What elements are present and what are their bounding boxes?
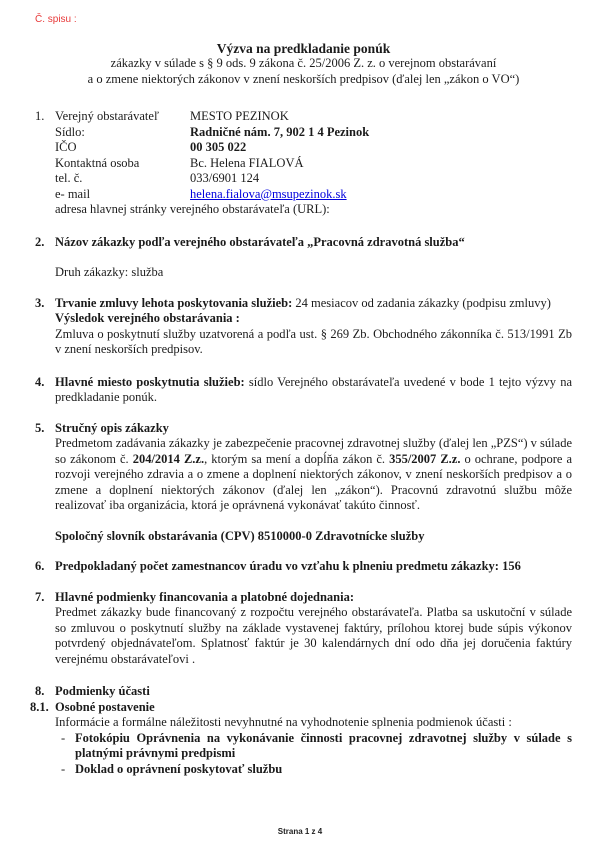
authority-name-row xyxy=(55,109,572,125)
condition-text: Fotokópiu Oprávnenia na vykonávanie činnosti pracovnej zdravotnej služby v súlade s platnými právnymi predpismi xyxy=(75,730,572,760)
authority-phone-label: tel. č. xyxy=(55,171,83,185)
authority-address-row xyxy=(55,125,572,141)
condition-text: Doklad o oprávnení poskytovať službu xyxy=(75,761,283,776)
document-title: Výzva na predkladanie ponúk xyxy=(216,40,391,56)
section-number: 4. xyxy=(35,374,45,389)
email-link[interactable]: helena.fialova@msupezinok.sk xyxy=(190,186,347,201)
section-number: 6. xyxy=(35,559,45,573)
personal-status-heading: Osobné postavenie xyxy=(55,699,155,714)
duration-heading: Trvanie zmluvy lehota poskytovania služieb: 24 mesiacov od zadania zákazky (podpisu zmluvy) xyxy=(55,295,551,310)
section-main-place xyxy=(35,375,572,406)
document-subtitle-line1: zákazky v súlade s § 9 ods. 9 zákona č. 25/2006 Z. z. o verejnom obstarávaní xyxy=(110,56,497,70)
subsection-number: 8.1. xyxy=(30,699,49,714)
authority-ico-label: IČO xyxy=(55,140,77,154)
description-heading: Stručný opis zákazky xyxy=(55,420,169,435)
personal-status-intro: Informácie a formálne náležitosti nevyhnutné na vyhodnotenie splnenia podmienok účasti : xyxy=(55,715,512,729)
authority-contact-label: Kontaktná osoba xyxy=(55,155,140,170)
authority-phone-row xyxy=(55,171,572,187)
condition-bullet xyxy=(55,762,572,778)
contract-type-line: Druh zákazky: služba xyxy=(55,265,164,279)
main-place-text: Hlavné miesto poskytnutia služieb: sídlo Verejného obstarávateľa uvedené v bode 1 tejto výzvy na predkladanie ponúk. xyxy=(55,374,572,404)
subsection-personal-status xyxy=(30,699,572,778)
authority-ico-row xyxy=(55,140,572,156)
contract-name-heading: Názov zákazky podľa verejného obstarávateľa „Pracovná zdravotná služba“ xyxy=(55,234,465,249)
authority-email-row xyxy=(55,187,572,203)
section-number: 3. xyxy=(35,295,45,310)
authority-phone-value: 033/6901 124 xyxy=(190,171,260,185)
bullet-dash: - xyxy=(61,730,66,745)
authority-name-value: MESTO PEZINOK xyxy=(190,109,289,123)
section-contracting-authority xyxy=(35,109,572,218)
section-number: 8. xyxy=(35,684,45,698)
authority-contact-value: Bc. Helena FIALOVÁ xyxy=(190,155,304,170)
cpv-line: Spoločný slovník obstarávania (CPV) 8510000-0 Zdravotnícke služby xyxy=(55,528,425,543)
section-brief-description xyxy=(35,421,572,545)
authority-contact-row xyxy=(55,156,572,172)
result-label: Výsledok verejného obstarávania : xyxy=(55,311,240,325)
condition-bullet xyxy=(55,731,572,762)
authority-name-label: Verejný obstarávateľ xyxy=(55,109,159,123)
description-paragraph: Predmetom zadávania zákazky je zabezpečenie pracovnej zdravotnej služby (ďalej len „PZS“) v súlade so zákonom č. 204/2014 Z.z., ktorým sa mení a dopĺňa zákon č. 355/2007 Z.z. o ochrane, podpore a rozvoji verejného zdravia a o zmene a doplnení niektorých zákonov, v znení neskorších predpisov a o zmene a doplnení niektorých zákonov (ďalej len „zákon“). Pracovnú zdravotnú službu môže realizovať iba organizácia, ktorá je oprávnená vykonávať takúto činnosť. xyxy=(55,436,573,512)
section-number: 7. xyxy=(35,589,45,604)
page-number-footer: Strana 1 z 4 xyxy=(277,826,323,836)
section-financing-terms xyxy=(35,590,572,668)
bullet-dash: - xyxy=(61,761,66,776)
section-contract-name xyxy=(35,235,572,281)
authority-email-label: e- mail xyxy=(55,186,91,201)
authority-address-label: Sídlo: xyxy=(55,124,85,139)
financing-heading: Hlavné podmienky financovania a platobné dojednania: xyxy=(55,589,355,604)
section-number: 5. xyxy=(35,420,45,435)
authority-ico-value: 00 305 022 xyxy=(190,140,247,154)
document-subtitle-line2: a o zmene niektorých zákonov v znení neskorších predpisov (ďalej len „zákon o VO“) xyxy=(87,71,520,86)
financing-body: Predmet zákazky bude financovaný z rozpočtu verejného obstarávateľa. Platba sa uskutoční v súlade so zmluvou o poskytnutí služby na základe vystavenej faktúry, prílohou ktorej bude súpis výkonov potvrdený objednávateľom. Splatnosť faktúr je 30 kalendárnych dní odo dňa jej doručenia faktúry verejnému obstarávateľovi . xyxy=(55,605,572,666)
section-employee-count xyxy=(35,559,572,575)
participation-heading: Podmienky účasti xyxy=(55,684,150,698)
section-participation-conditions xyxy=(35,684,572,700)
title-block xyxy=(35,41,572,88)
result-text: Zmluva o poskytnutí služby uzatvorená a podľa ust. § 269 Zb. Obchodného zákonníka č. 513/1991 Zb v znení neskorších predpisov. xyxy=(55,326,572,356)
section-number: 1. xyxy=(35,109,45,123)
file-number-label: Č. spisu : xyxy=(35,14,77,25)
section-number: 2. xyxy=(35,234,45,249)
authority-address-value: Radničné nám. 7, 902 1 4 Pezinok xyxy=(190,124,370,139)
authority-url-line: adresa hlavnej stránky verejného obstarávateľa (URL): xyxy=(55,202,330,216)
employee-count-heading: Predpokladaný počet zamestnancov úradu vo vzťahu k plneniu predmetu zákazky: 156 xyxy=(55,559,521,573)
section-contract-duration xyxy=(35,296,572,358)
